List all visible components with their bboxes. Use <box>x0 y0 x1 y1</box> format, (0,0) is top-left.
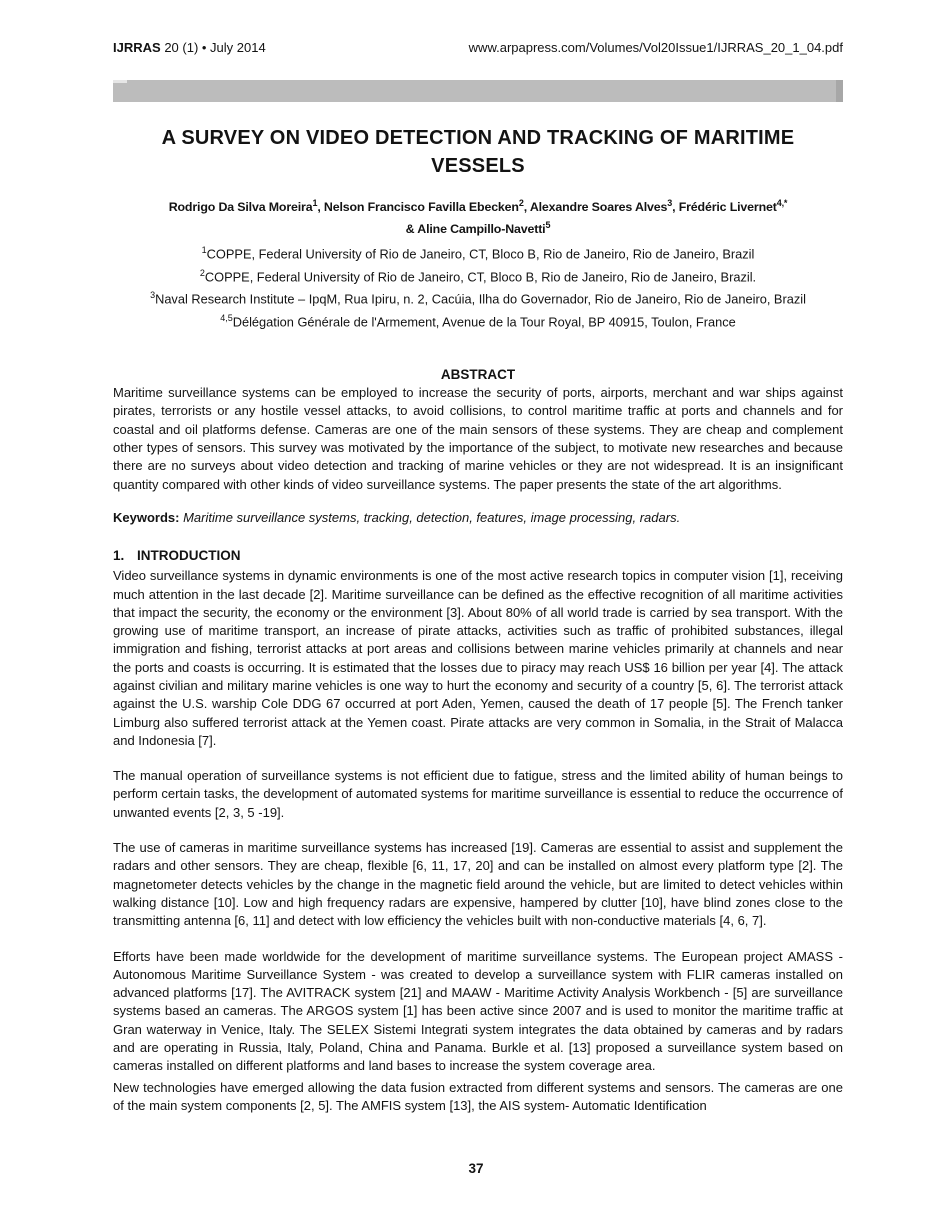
affiliation-marker: 1 <box>201 245 207 256</box>
introduction-body <box>113 567 843 1115</box>
affiliation-marker: 2 <box>199 267 205 278</box>
keywords-line <box>113 509 843 527</box>
section-heading-introduction <box>113 548 843 564</box>
affiliation-line: $^3$Naval Research Institute – IpqM, Rua Ipiru, n. 2, Cacúia, Ilha do Governador, Rio de Janeiro, Rio de Janeiro, Brazil <box>150 290 806 307</box>
page-header <box>113 40 843 56</box>
journal-reference <box>113 40 266 56</box>
section-title: INTRODUCTION <box>137 548 241 564</box>
page-number: 37 <box>468 1161 484 1176</box>
abstract-heading: ABSTRACT <box>440 367 516 383</box>
author-name: & Aline Campillo-Navetti$^5$ <box>405 219 551 236</box>
abstract-text: Maritime surveillance systems can be employed to increase the security of ports, airports, merchant and war ships against pirates, terrorists or any hostile vessel attacks, to avoid collisions, to control maritime traffic at ports and channels and for coastal and oil platforms defense. Cameras are one of the main sensors of these systems. They are cheap and complement other types of sensors. This survey was motivated by the importance of the subject, to motivate new researches and because there are no surveys about video detection and tracking of marine vehicles or they are not widespread. It is an insignificant quantity compared with other kinds of video surveillance systems. The paper presents the state of the art algorithms. <box>113 385 843 492</box>
intro-paragraph: The use of cameras in maritime surveillance systems has increased [19]. Cameras are essential to assist and supplement the radars and other sensors. They are cheap, flexible [6, 11, 17, 20] and can be installed on almost every platform type [2]. The magnetometer detects vehicles by the change in the magnetic field around the vehicle, but are limited to detect vehicles within walking distance [10]. Low and high frequency radars are expensive, hampered by clutter [10], have blind zones close to the transmitting antenna [6, 11] and detect with low efficiency the vehicles built with non-conductive materials [4, 6, 7]. <box>113 840 843 929</box>
intro-paragraph: New technologies have emerged allowing the data fusion extracted from different systems and sensors. The cameras are one of the main system components [2, 5]. The AMFIS system [13], the AIS system- Automatic Identification <box>113 1079 843 1113</box>
keywords-terms: Maritime surveillance systems, tracking, detection, features, image processing, radars. <box>183 509 681 525</box>
paper-title <box>113 124 843 180</box>
paper-title-line-1: A SURVEY ON VIDEO DETECTION AND TRACKING OF MARITIME <box>161 127 795 149</box>
header-divider-bar <box>113 80 843 102</box>
paper-title-line-2: VESSELS <box>431 155 525 177</box>
journal-issue-date: 20 (1) • July 2014 <box>164 40 266 55</box>
affiliation-line: $^2$COPPE, Federal University of Rio de Janeiro, CT, Bloco B, Rio de Janeiro, Rio de Janeiro, Brazil. <box>199 267 757 284</box>
affiliation-line: $^{4,5}$Délégation Générale de l'Armement, Avenue de la Tour Royal, BP 40915, Toulon, France <box>220 312 736 329</box>
affiliation-marker: 3 <box>150 290 156 301</box>
journal-name: IJRRAS <box>113 40 161 55</box>
section-number: 1. <box>113 548 125 564</box>
author-affiliation-marker: 3 <box>667 198 673 208</box>
author-name: Frédéric Livernet$^{4,*}$ <box>678 198 788 215</box>
affiliation-line: $^1$COPPE, Federal University of Rio de Janeiro, CT, Bloco B, Rio de Janeiro, Rio de Janeiro, Brazil <box>201 245 755 262</box>
intro-paragraph: Efforts have been made worldwide for the development of maritime surveillance systems. The European project AMASS - Autonomous Maritime Surveillance System - was created to develop a surveillance system with FLIR cameras installed on advanced platforms [17]. The AVITRACK system [21] and MAAW - Maritime Activity Analysis Workbench - [5] are surveillance systems based an cameras. The ARGOS system [1] has been active since 2007 and is used to monitor the maritime traffic at Gran waterway in Venice, Italy. The SELEX Sistemi Integrati system integrates the data obtained by cameras and by radars and are operating in Russia, Italy, Poland, China and Panama. Burkle et al. [13] proposed a surveillance system based on cameras installed on different platforms and land bases to increase the system coverage area. <box>113 948 843 1074</box>
keywords-label: Keywords: <box>113 509 180 525</box>
author-name: Alexandre Soares Alves$^3$ <box>529 198 673 215</box>
author-affiliation-marker: 1 <box>312 198 318 208</box>
paper-url: www.arpapress.com/Volumes/Vol20Issue1/IJRRAS_20_1_04.pdf <box>468 40 843 55</box>
authors-line: Rodrigo Da Silva Moreira$^1$, Nelson Francisco Favilla Ebecken$^2$, Alexandre Soares Alves$^3$, Frédéric Livernet$^{4,*}$ & Aline Campillo-Navetti$^5$ <box>168 198 788 236</box>
author-affiliation-marker: 4,* <box>776 198 788 208</box>
author-name: Nelson Francisco Favilla Ebecken$^2$ <box>323 198 524 215</box>
author-name: Rodrigo Da Silva Moreira$^1$ <box>168 198 318 215</box>
intro-paragraph: Video surveillance systems in dynamic environments is one of the most active research topics in computer vision [1], receiving much attention in the last decade [2]. Maritime surveillance can be defined as the effective recognition of all maritime activities that impact the security, the economy or the environment [3]. About 80% of all world trade is carried by sea transport. With the growing use of maritime transport, an increase of pirate attacks, activities such as traffic of prohibited substances, illegal immigration and fishing, terrorist attacks at port areas and collisions between marine vehicles primarily at channels and near the ports and coasts is occurring. It is estimated that the losses due to piracy may reach US$ 16 billion per year [4]. The attack against civilian and military marine vehicles is one way to hurt the economy and security of a country [5, 6]. The terrorist attack against the U.S. warship Cole DDG 67 occurred at port Aden, Yemen, caused the death of 17 people [5]. The French tanker Limburg also suffered terrorist attack at the Yemen coast. Pirate attacks are very common in Somalia, in the Strait of Malacca and Indonesia [7]. <box>113 568 843 748</box>
author-affiliation-marker: 2 <box>518 198 524 208</box>
author-affiliation-marker: 5 <box>545 219 551 230</box>
affiliation-marker: 4,5 <box>220 312 233 323</box>
affiliations-block <box>113 241 843 331</box>
intro-paragraph: The manual operation of surveillance systems is not efficient due to fatigue, stress and the limited ability of human beings to perform certain tasks, the development of automated systems for maritime surveillance is essential to reduce the occurrence of unwanted events [2, 3, 5 -19]. <box>113 768 843 820</box>
